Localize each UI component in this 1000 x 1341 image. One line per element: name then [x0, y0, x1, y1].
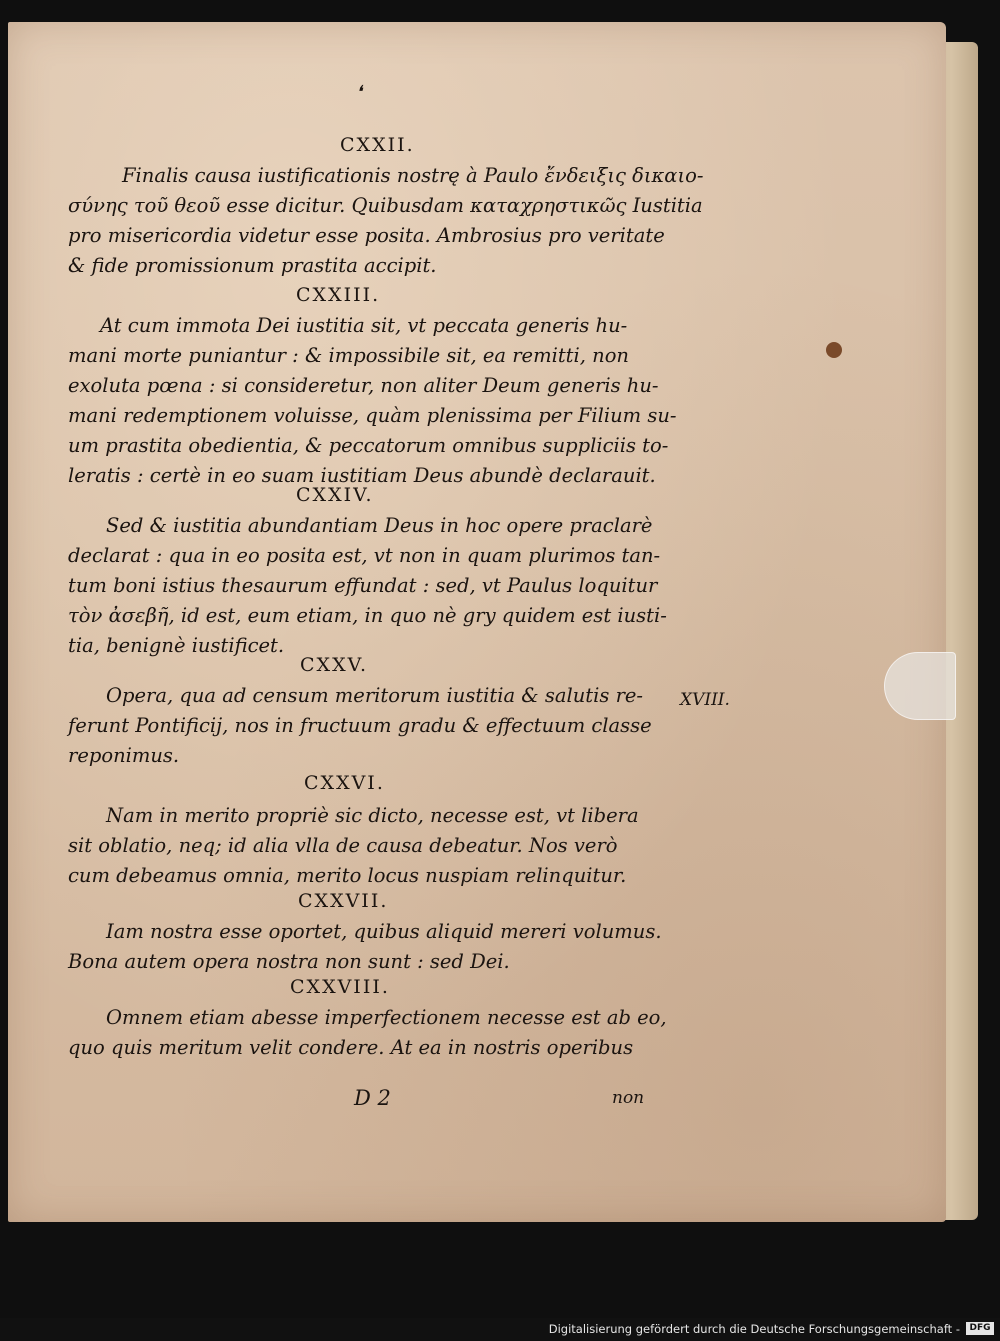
section-heading: CXXVII.	[298, 890, 389, 912]
text-line: quo quis meritum velit condere. At ea in nostris operibus	[68, 1036, 634, 1059]
section-heading: CXXIV.	[296, 484, 374, 506]
margin-note: XVIII.	[680, 690, 730, 710]
footer-bar	[0, 1318, 1000, 1341]
text-line: declarat : qua in eo posita est, vt non in quam plurimos tan-	[68, 544, 661, 567]
section-heading: CXXVIII.	[290, 976, 390, 998]
text-line: um prastita obedientia, & peccatorum omnibus suppliciis to-	[68, 434, 669, 457]
text-line: leratis : certè in eo suam iustitiam Deus abundè declarauit.	[68, 464, 656, 487]
text-line: cum debeamus omnia, merito locus nuspiam relinquitur.	[68, 864, 627, 887]
signature-mark: D 2	[354, 1086, 391, 1110]
text-line: Nam in merito propriè sic dicto, necesse est, vt libera	[106, 804, 639, 827]
footer-credit: Digitalisierung gefördert durch die Deutsche Forschungsgemeinschaft -	[548, 1322, 960, 1336]
section-heading: CXXII.	[340, 134, 415, 156]
catchword: non	[612, 1088, 645, 1108]
text-line: Bona autem opera nostra non sunt : sed Dei.	[68, 950, 510, 973]
section-heading: CXXIII.	[296, 284, 381, 306]
text-line: Opera, qua ad censum meritorum iustitia & salutis re-	[106, 684, 644, 707]
text-line: & fide promissionum prastita accipit.	[68, 254, 437, 277]
book-page	[8, 22, 946, 1222]
text-line: Omnem etiam abesse imperfectionem necesse est ab eo,	[106, 1006, 667, 1029]
page-mark: ❛	[356, 82, 362, 103]
ink-spot	[826, 342, 842, 358]
text-line: sit oblatio, neq; id alia vlla de causa debeatur. Nos verò	[68, 834, 618, 857]
text-line: Sed & iustitia abundantiam Deus in hoc opere praclarè	[106, 514, 653, 537]
text-line: tum boni istius thesaurum effundat : sed, vt Paulus loquitur	[68, 574, 658, 597]
text-line: reponimus.	[68, 744, 180, 767]
section-heading: CXXVI.	[304, 772, 385, 794]
text-line: Finalis causa iustificationis nostrę à Paulo ἔνδειξις δικαιο-	[122, 164, 704, 187]
dfg-logo: DFG	[966, 1322, 994, 1335]
text-line: ferunt Pontificij, nos in fructuum gradu & effectuum classe	[68, 714, 652, 737]
text-line: tia, benignè iustificet.	[68, 634, 285, 657]
text-line: exoluta pœna : si consideretur, non aliter Deum generis hu-	[68, 374, 659, 397]
text-line: pro misericordia videtur esse posita. Ambrosius pro veritate	[68, 224, 665, 247]
text-line: σύνης τοῦ θεοῦ esse dicitur. Quibusdam καταχρηστικῶς Iustitia	[68, 194, 703, 217]
text-line: mani morte puniantur : & impossibile sit, ea remitti, non	[68, 344, 629, 367]
page-clip-tab	[884, 652, 956, 720]
text-line: Iam nostra esse oportet, quibus aliquid mereri volumus.	[106, 920, 662, 943]
text-line: mani redemptionem voluisse, quàm plenissima per Filium su-	[68, 404, 677, 427]
section-heading: CXXV.	[300, 654, 369, 676]
text-line: τὸν ἀσεβῆ, id est, eum etiam, in quo nè gry quidem est iusti-	[68, 604, 667, 627]
text-line: At cum immota Dei iustitia sit, vt peccata generis hu-	[100, 314, 628, 337]
